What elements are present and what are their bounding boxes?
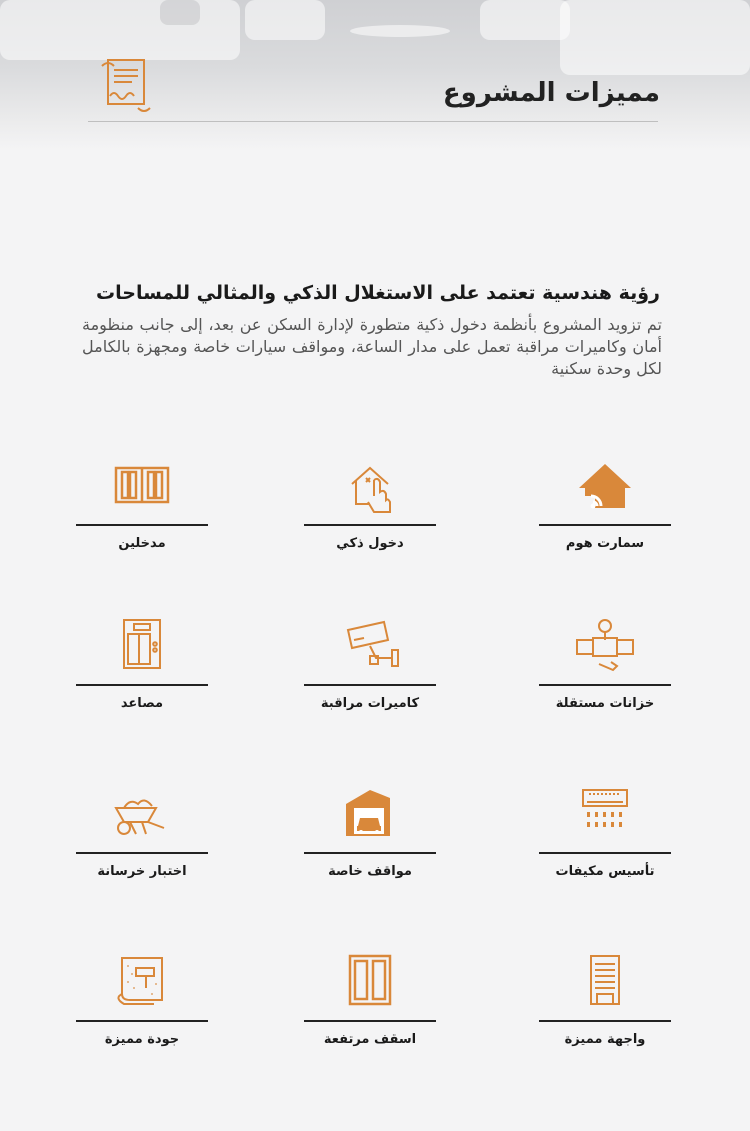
feature-surveillance-cameras — [300, 618, 440, 738]
feature-independent-tanks — [535, 618, 675, 738]
title-divider — [88, 121, 658, 122]
double-door-icon — [102, 458, 182, 518]
feature-private-parking — [300, 786, 440, 906]
intro-headline: رؤية هندسية تعتمد على الاستغلال الذكي والمثالي للمساحات — [96, 282, 660, 304]
document-signature-icon — [96, 56, 156, 122]
elevator-icon — [102, 618, 182, 678]
feature-label: دخول ذكي — [336, 536, 404, 551]
feature-divider — [304, 524, 436, 526]
water-tank-pipe-icon — [565, 618, 645, 678]
feature-label: تأسيس مكيفات — [555, 864, 655, 879]
smart-home-icon — [565, 458, 645, 518]
feature-divider — [539, 852, 671, 854]
quality-finish-icon — [102, 954, 182, 1014]
feature-divider — [539, 684, 671, 686]
feature-ac-installation — [535, 786, 675, 906]
feature-label: مدخلين — [118, 536, 166, 551]
feature-label: مصاعد — [120, 696, 164, 711]
intro-description: تم تزويد المشروع بأنظمة دخول ذكية متطورة لإدارة السكن عن بعد، إلى جانب منظومة أمان وكاميرات مراقبة تعمل على مدار الساعة، ومواقف سيارات خاصة ومجهزة بالكامل لكل وحدة سكنية — [82, 315, 662, 378]
high-ceiling-door-icon — [330, 954, 410, 1014]
feature-label: واجهة مميزة — [564, 1032, 646, 1047]
feature-label: مواقف خاصة — [328, 864, 412, 879]
feature-divider — [304, 684, 436, 686]
feature-divider — [76, 684, 208, 686]
feature-divider — [539, 1020, 671, 1022]
feature-concrete-testing — [72, 786, 212, 906]
feature-divider — [304, 852, 436, 854]
feature-smart-entry — [300, 458, 440, 578]
smart-entry-icon — [330, 458, 410, 518]
feature-elevators — [72, 618, 212, 738]
garage-car-icon — [330, 786, 410, 846]
feature-label: اسقف مرتفعة — [323, 1032, 417, 1047]
feature-high-ceilings — [300, 954, 440, 1074]
building-facade-icon — [565, 954, 645, 1014]
feature-divider — [76, 1020, 208, 1022]
feature-divider — [76, 524, 208, 526]
feature-divider — [304, 1020, 436, 1022]
feature-distinctive-facade — [535, 954, 675, 1074]
feature-label: سمارت هوم — [565, 536, 645, 551]
feature-divider — [539, 524, 671, 526]
feature-premium-quality — [72, 954, 212, 1074]
feature-label: جودة مميزة — [104, 1032, 180, 1047]
concrete-wheelbarrow-icon — [102, 786, 182, 846]
air-conditioner-icon — [565, 786, 645, 846]
feature-two-entrances — [72, 458, 212, 578]
feature-label: خزانات مستقلة — [555, 696, 655, 711]
feature-divider — [76, 852, 208, 854]
security-camera-icon — [330, 618, 410, 678]
feature-label: اختبار خرسانة — [97, 864, 187, 879]
page-title: مميزات المشروع — [442, 78, 660, 108]
feature-label: كاميرات مراقبة — [320, 696, 420, 711]
feature-smart-home — [535, 458, 675, 578]
